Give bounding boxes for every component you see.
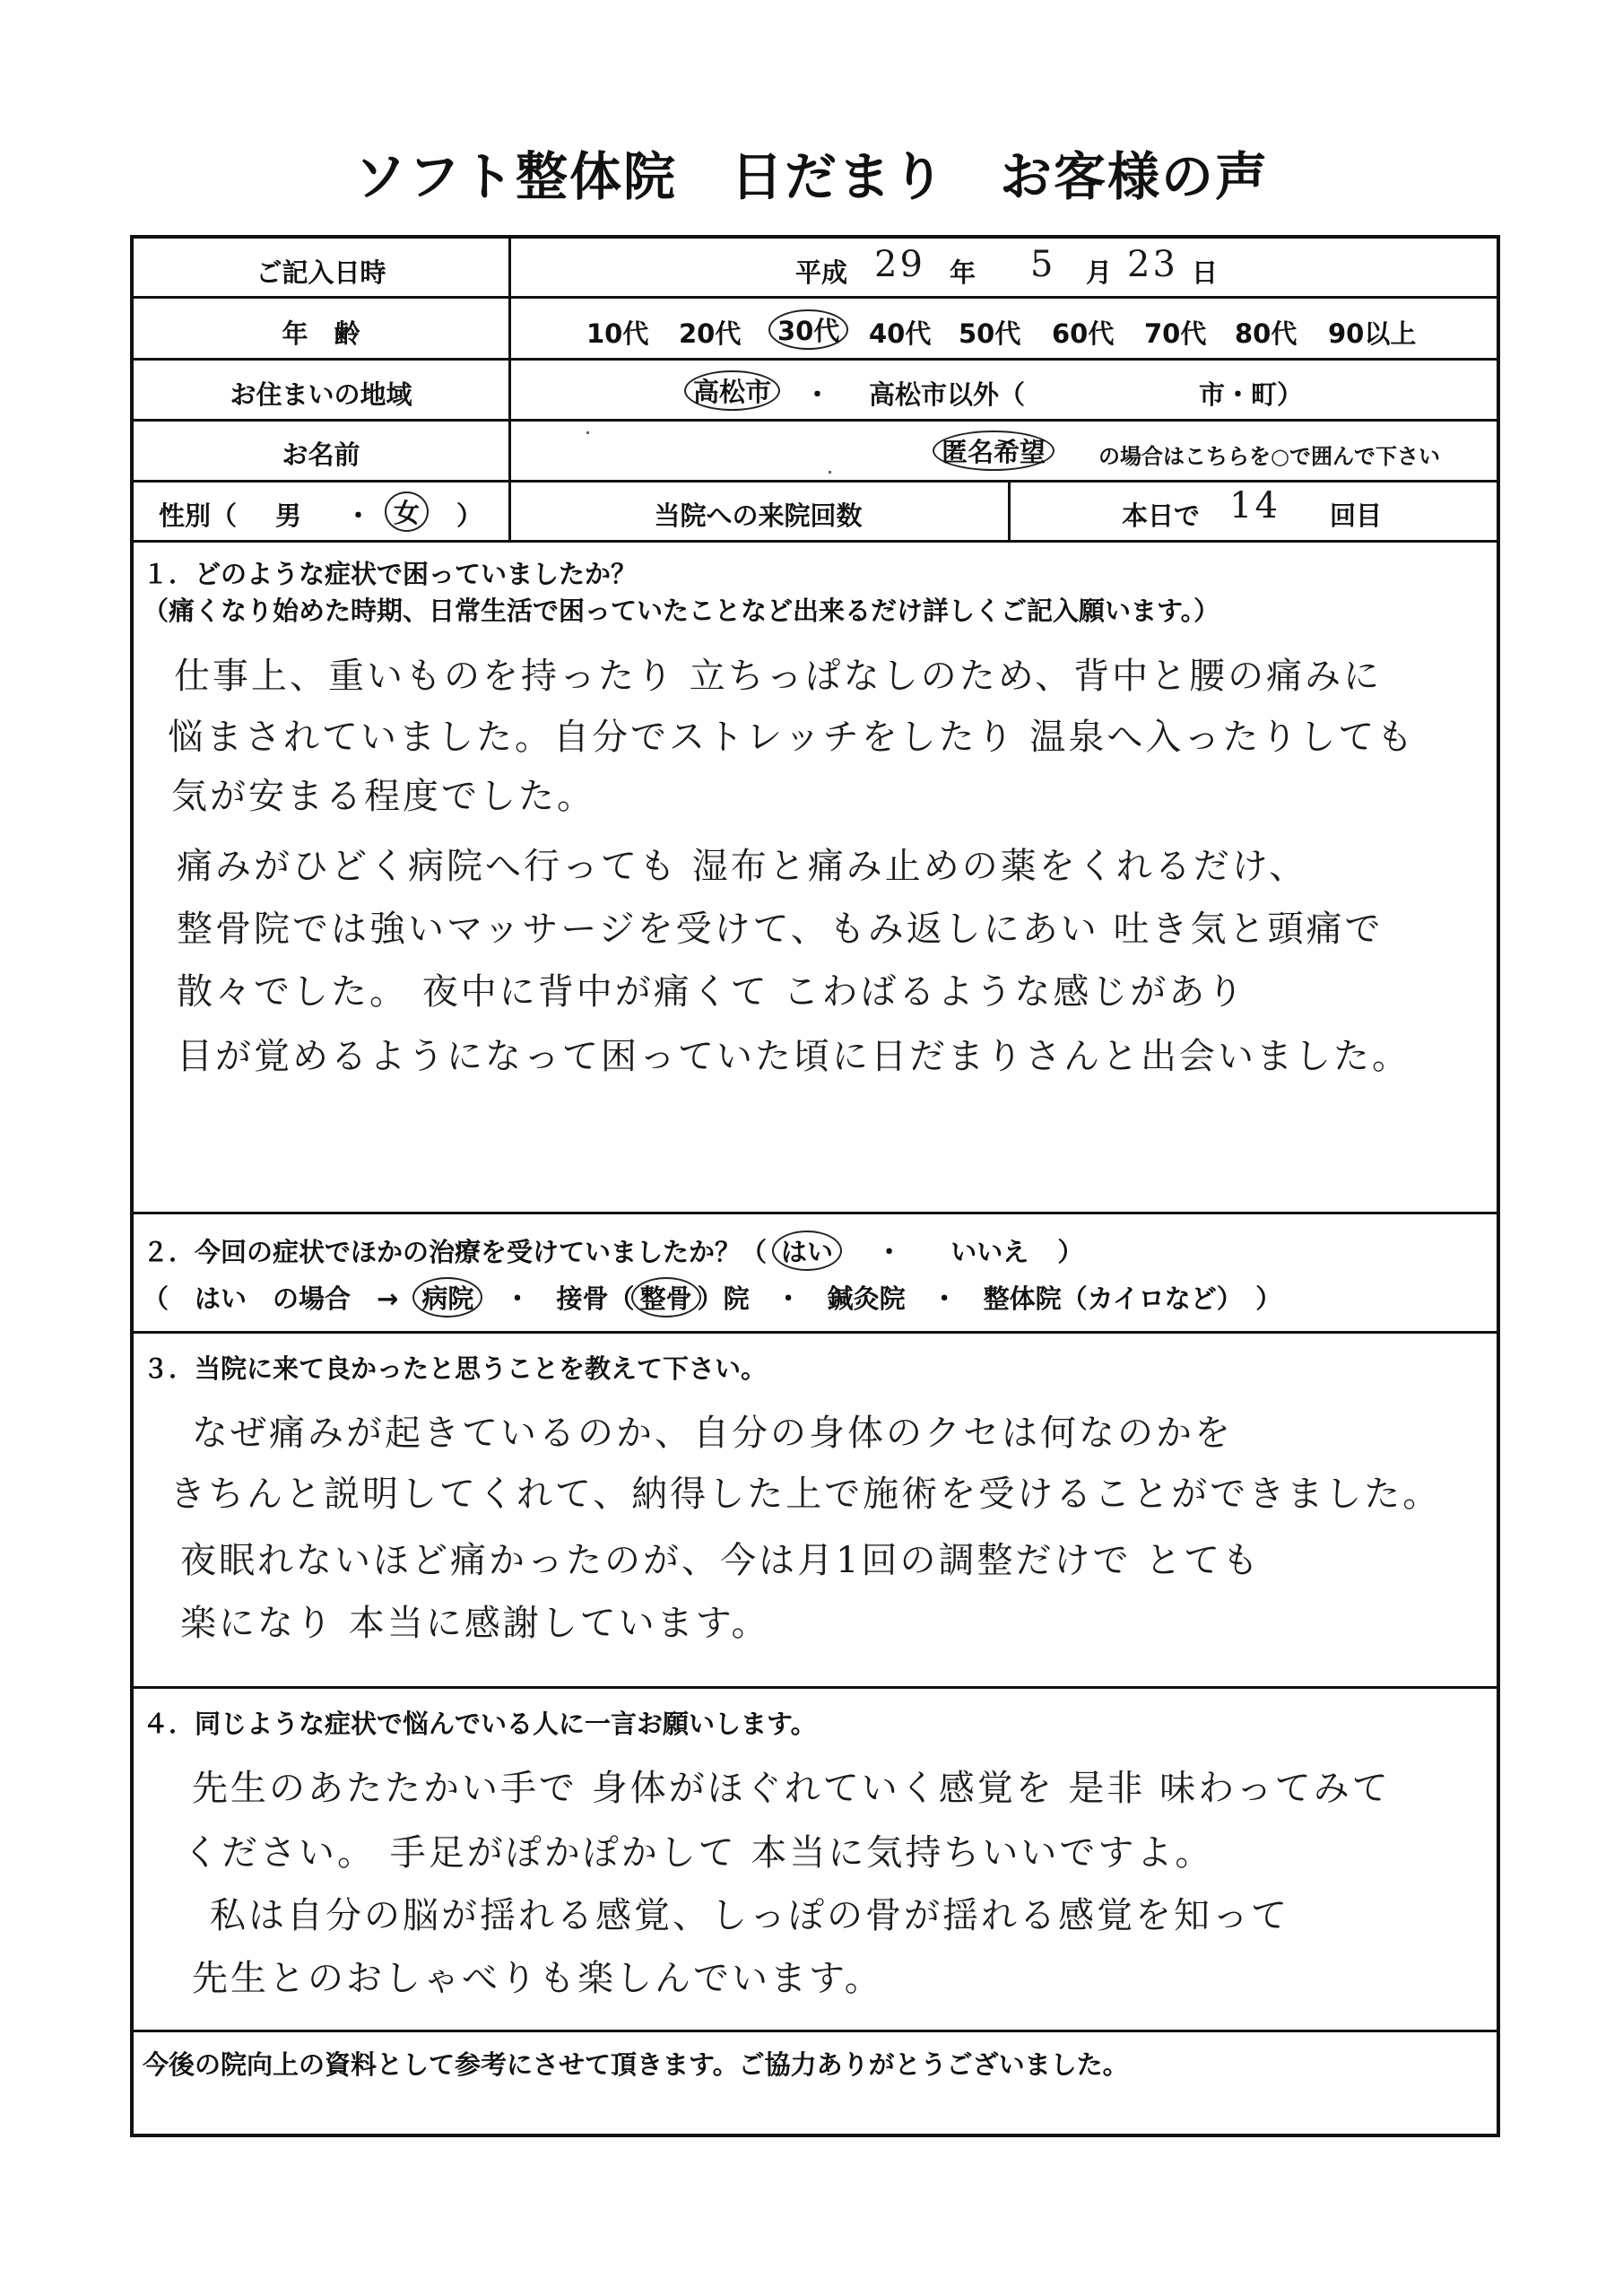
gender-label: 性別（ xyxy=(159,500,238,531)
visit-count-unit: 回目 xyxy=(1330,500,1383,531)
q2-seikotsu-selected[interactable]: 整骨 xyxy=(631,1277,701,1318)
age-option[interactable]: 50代 xyxy=(959,318,1021,349)
day-unit: 日 xyxy=(1192,257,1219,288)
q3-answer-line: 楽になり 本当に感謝しています。 xyxy=(180,1603,770,1644)
q1-answer-line: 散々でした。 夜中に背中が痛くて こわばるような感じがあり xyxy=(177,971,1246,1013)
today-label: 本日で xyxy=(1122,500,1201,531)
section-divider xyxy=(134,1686,1497,1689)
q2-yes-selected[interactable]: はい xyxy=(772,1231,842,1271)
age-option[interactable]: 80代 xyxy=(1235,318,1298,349)
q2-detail-row xyxy=(143,1279,1281,1316)
q2-separator: ・ xyxy=(876,1237,903,1267)
scan-speck xyxy=(829,471,831,474)
gender-female-selected[interactable] xyxy=(388,496,425,528)
q2-detail-prefix: （ はい の場合 → xyxy=(143,1283,399,1314)
age-option[interactable]: 90以上 xyxy=(1328,318,1417,349)
year-unit: 年 xyxy=(950,257,976,288)
q3-answer-line: 夜眠れないほど痛かったのが、今は月1回の調整だけで とても xyxy=(180,1540,1262,1581)
q4-answer-line: 先生のあたたかい手で 身体がほぐれていく感覚を 是非 味わってみて xyxy=(192,1768,1391,1809)
q2-title: ２．今回の症状でほかの治療を受けていましたか？（ xyxy=(143,1237,768,1267)
q1-answer-line: 悩まされていました。自分でストレッチをしたり 温泉へ入ったりしても xyxy=(168,717,1416,758)
q4-answer-line: 先生とのおしゃべりも楽しんでいます。 xyxy=(192,1958,883,1999)
column-divider xyxy=(508,239,511,540)
q1-title: １．どのような症状で困っていましたか？ xyxy=(143,559,638,589)
q1-answer-line: 整骨院では強いマッサージを受けて、もみ返しにあい 吐き気と頭痛で xyxy=(177,909,1384,950)
anonymous-option[interactable] xyxy=(936,435,1051,467)
feedback-form xyxy=(130,235,1500,2137)
column-divider xyxy=(1008,480,1011,540)
selection-circle: 高松市 xyxy=(684,370,780,411)
q4-title: ４．同じような症状で悩んでいる人に一言お願いします。 xyxy=(143,1709,817,1739)
q3-answer-line: なぜ痛みが起きているのか、自分の身体のクセは何なのかを xyxy=(192,1413,1233,1454)
q3-answer-line: きちんと説明してくれて、納得した上で施術を受けることができました。 xyxy=(169,1474,1442,1515)
q4-answer-line: 私は自分の脳が揺れる感覚、しっぽの骨が揺れる感覚を知って xyxy=(210,1895,1289,1936)
q2-title-row xyxy=(143,1232,1083,1269)
day-value: 23 xyxy=(1127,244,1178,285)
area-option-other[interactable]: 高松市以外（ xyxy=(869,379,1026,410)
date-label: ご記入日時 xyxy=(256,257,386,288)
age-label: 年 齢 xyxy=(282,318,360,349)
section-divider xyxy=(134,1212,1497,1214)
row-divider xyxy=(134,358,1497,361)
month-unit: 月 xyxy=(1086,257,1113,288)
area-option-takamatsu[interactable] xyxy=(688,375,777,407)
visits-label: 当院への来院回数 xyxy=(654,500,863,531)
anonymous-note: の場合はこちらを○で囲んで下さい xyxy=(1098,444,1440,469)
scan-speck xyxy=(586,431,589,434)
area-separator: ・ xyxy=(804,379,831,410)
q3-title: ３．当院に来て良かったと思うことを教えて下さい。 xyxy=(143,1353,768,1384)
row-divider xyxy=(134,480,1497,483)
row-divider xyxy=(134,540,1497,543)
name-label: お名前 xyxy=(282,439,360,470)
q2-no[interactable]: いいえ xyxy=(950,1237,1029,1267)
area-label: お住まいの地域 xyxy=(230,379,412,410)
row-divider xyxy=(134,419,1497,422)
row-divider xyxy=(134,296,1497,299)
section-divider xyxy=(134,2030,1497,2032)
month-value: 5 xyxy=(1030,244,1056,285)
selection-circle: 30代 xyxy=(768,309,848,350)
age-option[interactable]: 20代 xyxy=(679,318,742,349)
age-option[interactable]: 70代 xyxy=(1144,318,1207,349)
q1-subtitle: （痛くなり始めた時期、日常生活で困っていたことなど出来るだけ詳しくご記入願います。） xyxy=(143,596,1220,626)
footer-note: 今後の院向上の資料として参考にさせて頂きます。ご協力ありがとうございました。 xyxy=(143,2049,1129,2080)
q2-after: ）院 ・ 鍼灸院 ・ 整体院（カイロなど） ） xyxy=(697,1283,1282,1314)
area-suffix: 市・町） xyxy=(1199,379,1304,410)
era-label: 平成 xyxy=(795,257,848,288)
q1-answer-line: 気が安まる程度でした。 xyxy=(171,776,595,817)
age-option-selected[interactable] xyxy=(772,314,845,346)
q1-answer-line: 目が覚めるようになって困っていた頃に日だまりさんと出会いました。 xyxy=(177,1036,1410,1077)
q2-sep: ・ 接骨（ xyxy=(504,1283,635,1314)
q4-answer-line: ください。 手足がぽかぽかして 本当に気持ちいいですよ。 xyxy=(183,1832,1214,1874)
q1-answer-line: 仕事上、重いものを持ったり 立ちっぱなしのため、背中と腰の痛みに xyxy=(174,656,1383,697)
page-title: ソフト整体院 日だまり お客様の声 xyxy=(353,146,1269,207)
section-divider xyxy=(134,1331,1497,1334)
gender-male[interactable]: 男 xyxy=(275,500,302,531)
year-value: 29 xyxy=(874,244,925,285)
selection-circle: 匿名希望 xyxy=(933,430,1055,471)
age-option[interactable]: 40代 xyxy=(869,318,932,349)
gender-close: ） xyxy=(456,500,483,531)
q2-hospital-selected[interactable]: 病院 xyxy=(412,1277,482,1318)
age-option[interactable]: 10代 xyxy=(586,318,649,349)
q1-answer-line: 痛みがひどく病院へ行っても 湿布と痛み止めの薬をくれるだけ、 xyxy=(177,846,1308,887)
selection-circle: 女 xyxy=(385,491,429,532)
age-option[interactable]: 60代 xyxy=(1052,318,1115,349)
visit-count: 14 xyxy=(1229,485,1280,526)
gender-separator: ・ xyxy=(345,500,372,531)
q2-close: ） xyxy=(1057,1237,1084,1267)
